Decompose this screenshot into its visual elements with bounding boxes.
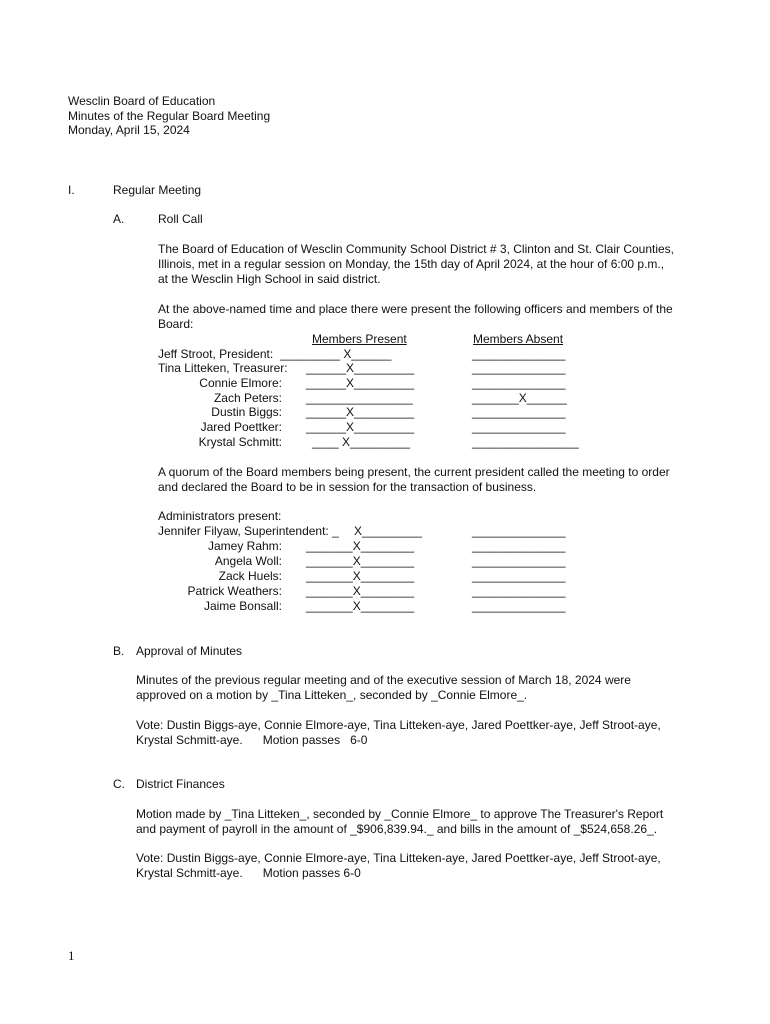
admin-name: Jamey Rahm: (207, 539, 282, 553)
admin-name: Zack Huels: (218, 569, 282, 583)
admin-present: _______X________ (306, 584, 415, 598)
members-present-header: Members Present (312, 332, 407, 346)
paragraph-line: Motion made by _Tina Litteken_, seconded by _Connie Elmore_ to approve The Treasurer's Report (136, 807, 664, 821)
subsection-heading: Approval of Minutes (136, 644, 243, 658)
admin-absent: ______________ (472, 599, 566, 613)
admin-absent: ______________ (472, 584, 566, 598)
paragraph-line: Board: (158, 317, 194, 331)
member-absent: ______________ (472, 376, 566, 390)
admin-name: Patrick Weathers: (187, 584, 282, 598)
member-present: _________ X______ (280, 347, 392, 361)
vote-line: Krystal Schmitt-aye. Motion passes 6-0 (136, 733, 368, 747)
paragraph-line: Minutes of the previous regular meeting and of the executive session of March 18, 2024 were (136, 673, 631, 687)
paragraph-line: approved on a motion by _Tina Litteken_, seconded by _Connie Elmore_. (136, 688, 528, 702)
member-present: ______X_________ (306, 405, 415, 419)
paragraph-line: The Board of Education of Wesclin Community School District # 3, Clinton and St. Clair Counties, (158, 242, 675, 256)
vote-line: Vote: Dustin Biggs-aye, Connie Elmore-aye, Tina Litteken-aye, Jared Poettker-aye, Jeff Stroot-aye, (136, 718, 661, 732)
paragraph-line: At the above-named time and place there were present the following officers and members of the (158, 302, 673, 316)
member-absent: ________________ (472, 435, 579, 449)
page-number: 1 (68, 948, 75, 963)
member-present: ____ X_________ (312, 435, 411, 449)
admin-absent: ______________ (472, 524, 566, 538)
member-absent: _______X______ (472, 391, 567, 405)
member-present: ________________ (306, 391, 413, 405)
vote-line: Vote: Dustin Biggs-aye, Connie Elmore-aye, Tina Litteken-aye, Jared Poettker-aye, Jeff Stroot-aye, (136, 851, 661, 865)
paragraph-line: and declared the Board to be in session for the transaction of business. (158, 480, 537, 494)
member-name: Jeff Stroot, President: (158, 347, 274, 361)
admin-absent: ______________ (472, 554, 566, 568)
vote-line: Krystal Schmitt-aye. Motion passes 6-0 (136, 866, 361, 880)
members-absent-header: Members Absent (473, 332, 564, 346)
subsection-heading: Roll Call (158, 212, 203, 226)
admin-present: _______X________ (306, 569, 415, 583)
meeting-date: Monday, April 15, 2024 (68, 123, 190, 137)
admin-present: _______X________ (306, 554, 415, 568)
section-heading: Regular Meeting (113, 183, 202, 197)
org-name: Wesclin Board of Education (68, 94, 216, 108)
paragraph-line: and payment of payroll in the amount of _$906,839.94._ and bills in the amount of _$524,658.26_. (136, 822, 658, 836)
subsection-letter: A. (113, 212, 125, 226)
section-number: I. (68, 183, 75, 197)
member-present: ______X_________ (306, 376, 415, 390)
member-absent: ______________ (472, 347, 566, 361)
admin-absent: ______________ (472, 569, 566, 583)
admin-present: _______X________ (306, 599, 415, 613)
admin-name: Jaime Bonsall: (203, 599, 282, 613)
admin-name: Jennifer Filyaw, Superintendent: _ (158, 524, 339, 538)
paragraph-line: Illinois, met in a regular session on Monday, the 15th day of April 2024, at the hour of 6:00 p.m., (158, 257, 665, 271)
subsection-letter: C. (113, 777, 125, 791)
document-title: Minutes of the Regular Board Meeting (68, 109, 271, 123)
member-absent: ______________ (472, 420, 566, 434)
administrators-label: Administrators present: (158, 509, 282, 523)
member-name: Krystal Schmitt: (198, 435, 282, 449)
member-name: Connie Elmore: (199, 376, 282, 390)
member-name: Jared Poettker: (200, 420, 282, 434)
member-absent: ______________ (472, 361, 566, 375)
admin-absent: ______________ (472, 539, 566, 553)
member-name: Tina Litteken, Treasurer: (158, 361, 288, 375)
admin-present: X_________ (354, 524, 423, 538)
member-name: Dustin Biggs: (211, 405, 282, 419)
subsection-heading: District Finances (136, 777, 225, 791)
admin-name: Angela Woll: (214, 554, 282, 568)
member-present: ______X_________ (306, 420, 415, 434)
paragraph-line: A quorum of the Board members being present, the current president called the meeting to order (158, 465, 670, 479)
member-name: Zach Peters: (213, 391, 282, 405)
subsection-letter: B. (113, 644, 125, 658)
admin-present: _______X________ (306, 539, 415, 553)
member-absent: ______________ (472, 405, 566, 419)
member-present: ______X_________ (306, 361, 415, 375)
paragraph-line: at the Wesclin High School in said district. (158, 272, 381, 286)
